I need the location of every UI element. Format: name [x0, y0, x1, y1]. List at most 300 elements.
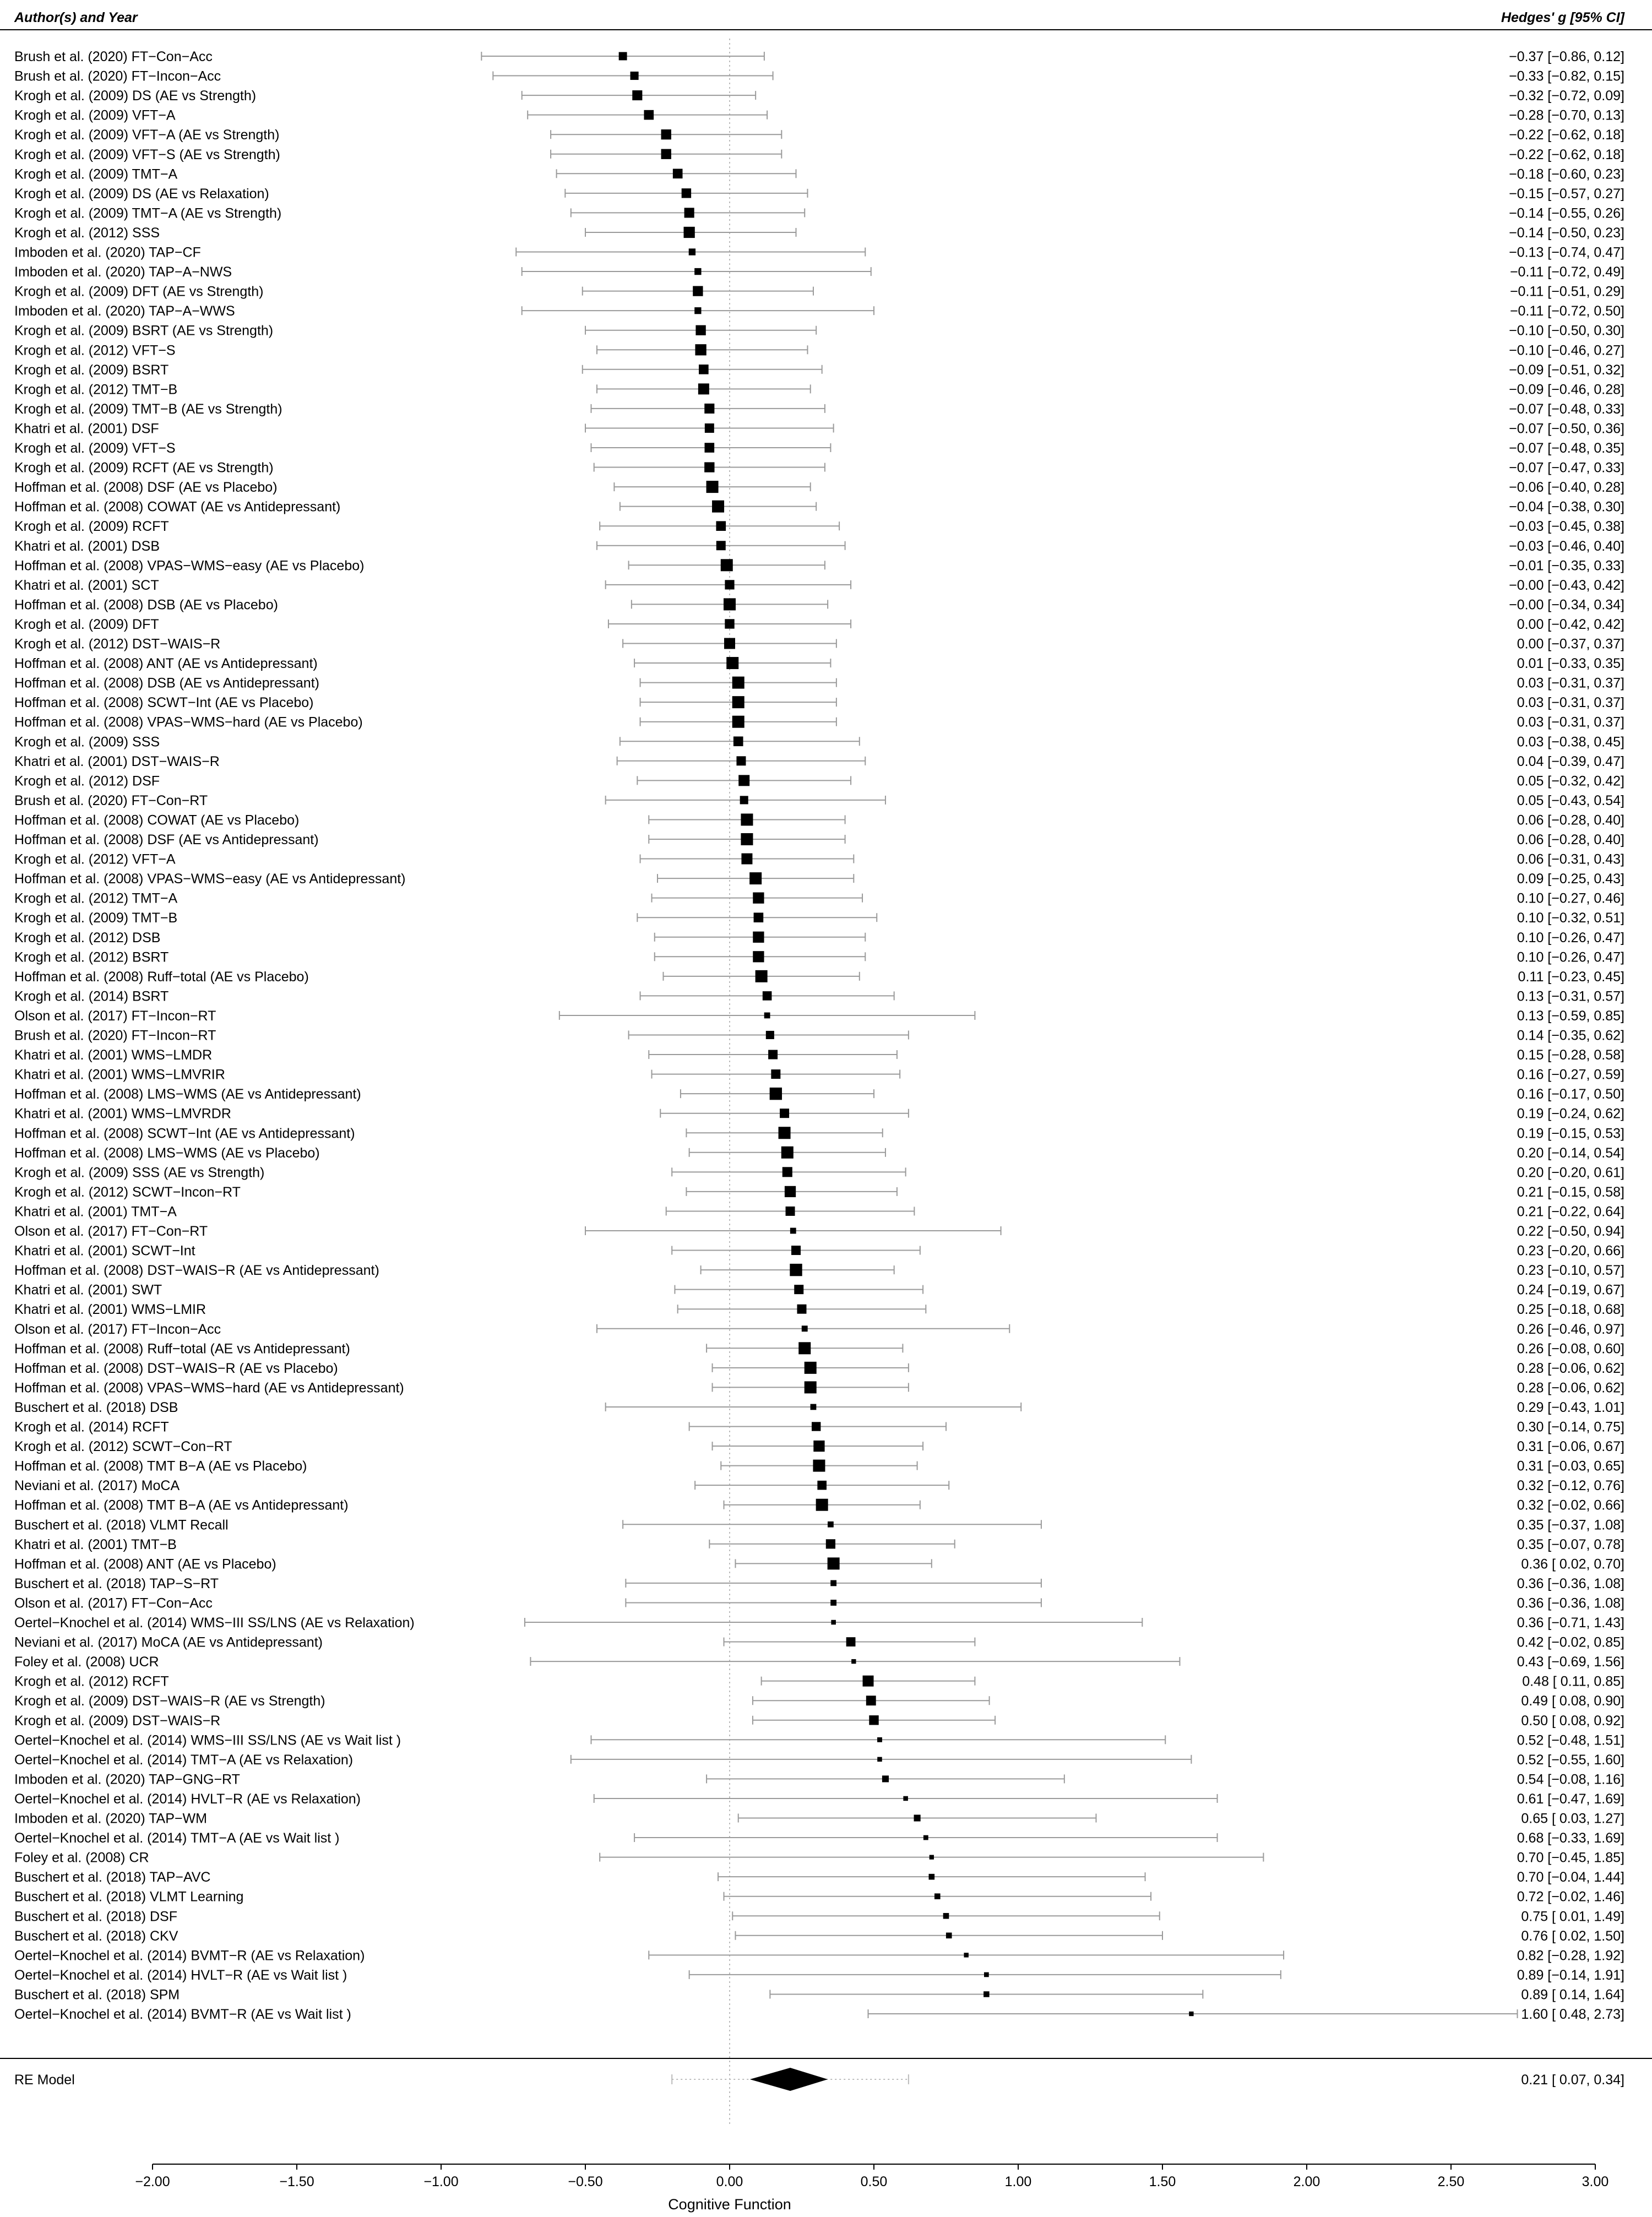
effect-ci-text: −0.10 [−0.50, 0.30]: [1509, 323, 1624, 339]
study-row: [14, 147, 1624, 162]
study-row: [14, 1615, 1624, 1631]
study-label: Imboden et al. (2020) TAP−A−WWS: [14, 303, 235, 319]
study-row: [14, 460, 1624, 476]
study-row: [14, 1595, 1624, 1611]
study-label: Krogh et al. (2009) TMT−B: [14, 910, 178, 926]
study-row: [14, 362, 1624, 378]
study-row: [14, 1811, 1624, 1827]
study-row: [14, 1047, 1624, 1063]
study-label: Oertel−Knochel et al. (2014) TMT−A (AE vs Relaxation): [14, 1752, 354, 1768]
study-row: [14, 205, 1624, 221]
summary-diamond: [750, 2068, 828, 2091]
effect-ci-text: 0.42 [−0.02, 0.85]: [1517, 1634, 1624, 1650]
effect-point: [716, 541, 726, 550]
study-row: [14, 225, 1624, 241]
header-right-label: Hedges' g [95% CI]: [1501, 10, 1624, 25]
study-label: Hoffman et al. (2008) COWAT (AE vs Placebo): [14, 812, 300, 828]
study-row: [14, 88, 1624, 104]
study-row: [14, 1693, 1624, 1709]
study-label: Olson et al. (2017) FT−Con−Acc: [14, 1595, 213, 1611]
study-row: [14, 1968, 1624, 1983]
effect-ci-text: 0.10 [−0.26, 0.47]: [1517, 930, 1624, 946]
effect-point: [877, 1757, 882, 1762]
effect-ci-text: 0.04 [−0.39, 0.47]: [1517, 753, 1624, 769]
study-label: Khatri et al. (2001) WMS−LMDR: [14, 1047, 213, 1063]
effect-point: [705, 443, 715, 453]
effect-ci-text: 0.49 [ 0.08, 0.90]: [1521, 1693, 1624, 1709]
effect-point: [753, 951, 764, 962]
effect-ci-text: −0.14 [−0.55, 0.26]: [1509, 205, 1624, 221]
effect-point: [707, 481, 719, 493]
study-row: [14, 1517, 1624, 1533]
study-row: [14, 1224, 1624, 1239]
effect-ci-text: −0.09 [−0.51, 0.32]: [1509, 362, 1624, 378]
study-label: Buschert et al. (2018) TAP−S−RT: [14, 1575, 219, 1591]
effect-ci-text: 1.60 [ 0.48, 2.73]: [1521, 2007, 1624, 2022]
study-label: Krogh et al. (2009) TMT−B (AE vs Strength): [14, 401, 282, 417]
effect-point: [831, 1620, 836, 1625]
study-label: Krogh et al. (2012) RCFT: [14, 1673, 169, 1689]
effect-ci-text: −0.03 [−0.46, 0.40]: [1509, 538, 1624, 554]
study-row: [14, 676, 1624, 691]
study-row: [14, 617, 1624, 632]
study-row: [14, 773, 1624, 789]
effect-ci-text: 0.28 [−0.06, 0.62]: [1517, 1380, 1624, 1396]
study-row: [14, 343, 1624, 358]
effect-ci-text: −0.13 [−0.74, 0.47]: [1509, 244, 1624, 260]
effect-ci-text: 0.20 [−0.20, 0.61]: [1517, 1165, 1624, 1181]
effect-point: [782, 1167, 792, 1177]
x-tick-label: −1.50: [279, 2174, 314, 2189]
study-row: [14, 1850, 1624, 1866]
effect-point: [753, 893, 764, 904]
effect-ci-text: 0.16 [−0.27, 0.59]: [1517, 1067, 1624, 1083]
effect-point: [813, 1460, 825, 1472]
study-row: [14, 1028, 1624, 1044]
effect-ci-text: −0.01 [−0.35, 0.33]: [1509, 558, 1624, 574]
effect-ci-text: 0.89 [ 0.14, 1.64]: [1521, 1987, 1624, 2003]
study-row: [14, 1556, 1624, 1572]
study-label: Hoffman et al. (2008) Ruff−total (AE vs Placebo): [14, 969, 309, 985]
study-row: [14, 1772, 1624, 1787]
study-row: [14, 1165, 1624, 1180]
effect-point: [725, 580, 734, 589]
effect-ci-text: −0.09 [−0.46, 0.28]: [1509, 382, 1624, 398]
study-label: Brush et al. (2020) FT−Incon−Acc: [14, 68, 221, 84]
study-label: Krogh et al. (2009) RCFT (AE vs Strength): [14, 460, 274, 476]
effect-point: [828, 1522, 834, 1528]
study-row: [14, 910, 1624, 926]
effect-point: [802, 1325, 808, 1332]
effect-ci-text: 0.36 [−0.36, 1.08]: [1517, 1575, 1624, 1591]
effect-point: [781, 1146, 794, 1159]
effect-ci-text: −0.06 [−0.40, 0.28]: [1509, 480, 1624, 496]
effect-point: [694, 307, 701, 314]
x-tick-label: 2.50: [1437, 2174, 1465, 2189]
study-label: Brush et al. (2020) FT−Incon−RT: [14, 1028, 216, 1044]
study-row: [14, 1439, 1624, 1454]
study-row: [14, 1341, 1624, 1356]
effect-point: [738, 775, 749, 786]
effect-ci-text: 0.06 [−0.28, 0.40]: [1517, 832, 1624, 847]
study-row: [14, 49, 1624, 64]
effect-point: [790, 1264, 802, 1276]
study-row: [14, 1400, 1624, 1415]
x-tick-label: −2.00: [135, 2174, 170, 2189]
effect-point: [812, 1422, 820, 1431]
effect-ci-text: −0.07 [−0.50, 0.36]: [1509, 421, 1624, 437]
summary-effect-text: 0.21 [ 0.07, 0.34]: [1521, 2072, 1624, 2088]
effect-ci-text: −0.03 [−0.45, 0.38]: [1509, 519, 1624, 535]
study-row: [14, 1322, 1624, 1337]
study-label: Krogh et al. (2012) BSRT: [14, 949, 169, 965]
effect-point: [786, 1207, 795, 1216]
effect-point: [830, 1580, 836, 1586]
study-label: Oertel−Knochel et al. (2014) HVLT−R (AE vs Relaxation): [14, 1791, 361, 1807]
effect-ci-text: 0.32 [−0.02, 0.66]: [1517, 1497, 1624, 1513]
study-label: Hoffman et al. (2008) LMS−WMS (AE vs Antidepressant): [14, 1086, 361, 1102]
effect-ci-text: 0.22 [−0.50, 0.94]: [1517, 1224, 1624, 1239]
effect-ci-text: −0.07 [−0.48, 0.35]: [1509, 441, 1624, 456]
study-row: [14, 1184, 1624, 1200]
study-row: [14, 1713, 1624, 1729]
effect-ci-text: 0.05 [−0.32, 0.42]: [1517, 773, 1624, 789]
study-label: Buschert et al. (2018) CKV: [14, 1928, 178, 1944]
x-axis-title: Cognitive Function: [668, 2196, 791, 2213]
study-label: Krogh et al. (2014) BSRT: [14, 988, 169, 1004]
x-tick-label: 2.00: [1293, 2174, 1320, 2189]
study-row: [14, 637, 1624, 652]
effect-ci-text: −0.04 [−0.38, 0.30]: [1509, 499, 1624, 515]
effect-point: [682, 188, 691, 198]
effect-point: [695, 344, 706, 355]
study-row: [14, 245, 1624, 260]
effect-point: [695, 325, 705, 335]
study-row: [14, 480, 1624, 495]
study-row: [14, 421, 1624, 436]
effect-ci-text: 0.75 [ 0.01, 1.49]: [1521, 1909, 1624, 1925]
study-label: Buschert et al. (2018) SPM: [14, 1987, 180, 2003]
study-row: [14, 1635, 1624, 1650]
effect-ci-text: 0.31 [−0.06, 0.67]: [1517, 1439, 1624, 1455]
effect-ci-text: 0.09 [−0.25, 0.43]: [1517, 871, 1624, 887]
study-label: Krogh et al. (2012) DSB: [14, 930, 161, 946]
study-label: Krogh et al. (2009) DS (AE vs Relaxation): [14, 186, 269, 202]
effect-point: [780, 1108, 789, 1118]
effect-point: [712, 501, 724, 513]
effect-ci-text: 0.16 [−0.17, 0.50]: [1517, 1086, 1624, 1102]
study-label: Krogh et al. (2012) DST−WAIS−R: [14, 636, 221, 652]
effect-point: [946, 1932, 952, 1938]
study-label: Krogh et al. (2012) SSS: [14, 225, 160, 241]
study-row: [14, 988, 1624, 1004]
study-label: Buschert et al. (2018) TAP−AVC: [14, 1870, 211, 1885]
effect-ci-text: 0.26 [−0.08, 0.60]: [1517, 1341, 1624, 1357]
study-label: Krogh et al. (2009) VFT−A: [14, 107, 176, 123]
effect-point: [794, 1285, 803, 1294]
study-label: Khatri et al. (2001) SWT: [14, 1282, 162, 1298]
effect-ci-text: 0.15 [−0.28, 0.58]: [1517, 1047, 1624, 1063]
effect-ci-text: 0.29 [−0.43, 1.01]: [1517, 1399, 1624, 1415]
study-label: Hoffman et al. (2008) DSB (AE vs Antidepressant): [14, 675, 319, 691]
study-row: [14, 519, 1624, 534]
study-label: Buschert et al. (2018) VLMT Recall: [14, 1517, 229, 1533]
effect-point: [984, 1973, 989, 1977]
study-label: Khatri et al. (2001) WMS−LMVRDR: [14, 1106, 231, 1122]
study-label: Krogh et al. (2009) BSRT (AE vs Strength): [14, 323, 274, 339]
effect-point: [732, 696, 745, 708]
effect-point: [779, 1127, 791, 1139]
effect-point: [754, 912, 764, 922]
study-label: Krogh et al. (2012) VFT−S: [14, 343, 176, 358]
header-left-label: Author(s) and Year: [14, 10, 138, 25]
effect-ci-text: 0.24 [−0.19, 0.67]: [1517, 1282, 1624, 1298]
study-label: Olson et al. (2017) FT−Incon−RT: [14, 1008, 216, 1024]
study-row: [14, 1478, 1624, 1493]
effect-point: [673, 169, 683, 178]
study-label: Hoffman et al. (2008) TMT B−A (AE vs Placebo): [14, 1458, 307, 1474]
effect-point: [791, 1246, 801, 1255]
effect-ci-text: 0.03 [−0.31, 0.37]: [1517, 675, 1624, 691]
effect-ci-text: 0.35 [−0.37, 1.08]: [1517, 1517, 1624, 1533]
effect-ci-text: 0.72 [−0.02, 1.46]: [1517, 1889, 1624, 1905]
effect-ci-text: 0.05 [−0.43, 0.54]: [1517, 792, 1624, 808]
effect-ci-text: 0.13 [−0.59, 0.85]: [1517, 1008, 1624, 1024]
effect-point: [698, 383, 709, 394]
effect-point: [830, 1600, 836, 1606]
study-label: Hoffman et al. (2008) DSF (AE vs Antidepressant): [14, 832, 319, 847]
summary-row: [14, 2068, 1624, 2091]
effect-ci-text: −0.14 [−0.50, 0.23]: [1509, 225, 1624, 241]
effect-ci-text: 0.19 [−0.24, 0.62]: [1517, 1106, 1624, 1122]
effect-point: [930, 1855, 934, 1859]
effect-ci-text: 0.00 [−0.37, 0.37]: [1517, 636, 1624, 652]
study-row: [14, 969, 1624, 985]
effect-point: [903, 1796, 908, 1801]
effect-ci-text: 0.06 [−0.31, 0.43]: [1517, 851, 1624, 867]
study-label: Krogh et al. (2012) VFT−A: [14, 851, 176, 867]
effect-ci-text: 0.52 [−0.55, 1.60]: [1517, 1752, 1624, 1768]
effect-point: [749, 872, 762, 884]
effect-point: [661, 129, 671, 139]
study-label: Khatri et al. (2001) TMT−B: [14, 1536, 177, 1552]
study-label: Oertel−Knochel et al. (2014) BVMT−R (AE vs Relaxation): [14, 1948, 365, 1964]
effect-point: [934, 1893, 941, 1899]
effect-ci-text: −0.00 [−0.34, 0.34]: [1509, 597, 1624, 613]
effect-point: [828, 1557, 840, 1569]
effect-point: [846, 1637, 856, 1647]
effect-point: [869, 1715, 878, 1725]
effect-point: [964, 1953, 968, 1957]
effect-ci-text: 0.65 [ 0.03, 1.27]: [1521, 1811, 1624, 1827]
study-row: [14, 1126, 1624, 1141]
study-label: Olson et al. (2017) FT−Con−RT: [14, 1224, 208, 1239]
effect-point: [693, 286, 703, 296]
study-row: [14, 1791, 1624, 1807]
effect-ci-text: 0.26 [−0.46, 0.97]: [1517, 1321, 1624, 1337]
effect-ci-text: −0.11 [−0.51, 0.29]: [1509, 284, 1624, 300]
study-row: [14, 127, 1624, 143]
study-row: [14, 108, 1624, 123]
effect-ci-text: 0.31 [−0.03, 0.65]: [1517, 1458, 1624, 1474]
study-label: Hoffman et al. (2008) DSF (AE vs Placebo): [14, 480, 278, 496]
study-row: [14, 1732, 1624, 1748]
effect-ci-text: −0.18 [−0.60, 0.23]: [1509, 166, 1624, 182]
effect-point: [705, 423, 714, 433]
effect-point: [644, 110, 654, 120]
study-row: [14, 930, 1624, 946]
effect-point: [689, 248, 695, 255]
effect-point: [684, 208, 694, 218]
effect-ci-text: −0.32 [−0.72, 0.09]: [1509, 88, 1624, 104]
effect-point: [863, 1676, 874, 1687]
study-label: Khatri et al. (2001) SCT: [14, 577, 159, 593]
study-row: [14, 1870, 1624, 1885]
effect-ci-text: 0.36 [ 0.02, 0.70]: [1521, 1556, 1624, 1572]
study-row: [14, 949, 1624, 965]
effect-ci-text: −0.33 [−0.82, 0.15]: [1509, 68, 1624, 84]
effect-ci-text: −0.37 [−0.86, 0.12]: [1509, 49, 1624, 64]
effect-point: [805, 1381, 817, 1393]
study-label: Khatri et al. (2001) WMS−LMIR: [14, 1302, 206, 1318]
effect-ci-text: 0.03 [−0.31, 0.37]: [1517, 714, 1624, 730]
study-label: Foley et al. (2008) CR: [14, 1850, 149, 1866]
study-row: [14, 1752, 1624, 1768]
effect-ci-text: −0.22 [−0.62, 0.18]: [1509, 127, 1624, 143]
study-row: [14, 303, 1624, 319]
effect-ci-text: 0.21 [−0.22, 0.64]: [1517, 1204, 1624, 1220]
study-label: Hoffman et al. (2008) VPAS−WMS−easy (AE vs Antidepressant): [14, 871, 406, 887]
effect-ci-text: 0.68 [−0.33, 1.69]: [1517, 1830, 1624, 1846]
study-label: Krogh et al. (2009) BSRT: [14, 362, 169, 378]
study-label: Imboden et al. (2020) TAP−A−NWS: [14, 264, 232, 280]
study-label: Hoffman et al. (2008) ANT (AE vs Antidepressant): [14, 656, 318, 672]
effect-point: [732, 716, 745, 728]
study-label: Khatri et al. (2001) DSF: [14, 421, 159, 437]
study-label: Buschert et al. (2018) DSB: [14, 1399, 178, 1415]
study-row: [14, 539, 1624, 554]
study-row: [14, 166, 1624, 182]
study-label: Krogh et al. (2009) SSS: [14, 734, 160, 750]
study-label: Krogh et al. (2009) RCFT: [14, 519, 169, 535]
effect-ci-text: 0.06 [−0.28, 0.40]: [1517, 812, 1624, 828]
effect-point: [724, 638, 735, 649]
effect-ci-text: 0.36 [−0.71, 1.43]: [1517, 1615, 1624, 1631]
effect-ci-text: 0.10 [−0.26, 0.47]: [1517, 949, 1624, 965]
effect-ci-text: 0.70 [−0.04, 1.44]: [1517, 1870, 1624, 1885]
effect-point: [943, 1913, 949, 1919]
effect-point: [756, 970, 768, 982]
study-row: [14, 1654, 1624, 1670]
effect-ci-text: 0.35 [−0.07, 0.78]: [1517, 1536, 1624, 1552]
study-row: [14, 499, 1624, 515]
study-row: [14, 1987, 1624, 2002]
study-label: Khatri et al. (2001) TMT−A: [14, 1204, 177, 1220]
effect-point: [741, 833, 753, 845]
effect-ci-text: −0.07 [−0.47, 0.33]: [1509, 460, 1624, 476]
study-label: Hoffman et al. (2008) VPAS−WMS−easy (AE vs Placebo): [14, 558, 365, 574]
study-label: Krogh et al. (2009) DST−WAIS−R: [14, 1713, 221, 1729]
study-row: [14, 401, 1624, 417]
effect-ci-text: 0.21 [−0.15, 0.58]: [1517, 1184, 1624, 1200]
study-label: Krogh et al. (2014) RCFT: [14, 1419, 169, 1435]
study-label: Krogh et al. (2009) DST−WAIS−R (AE vs Strength): [14, 1693, 325, 1709]
effect-ci-text: 0.76 [ 0.02, 1.50]: [1521, 1928, 1624, 1944]
effect-point: [699, 365, 709, 374]
study-row: [14, 1830, 1624, 1846]
effect-ci-text: 0.61 [−0.47, 1.69]: [1517, 1791, 1624, 1807]
effect-ci-text: 0.14 [−0.35, 0.62]: [1517, 1028, 1624, 1044]
study-label: Oertel−Knochel et al. (2014) TMT−A (AE vs Wait list ): [14, 1830, 340, 1846]
x-tick-label: 1.50: [1149, 2174, 1176, 2189]
effect-point: [797, 1305, 807, 1314]
study-row: [14, 323, 1624, 339]
study-row: [14, 1302, 1624, 1317]
study-row: [14, 734, 1624, 749]
study-row: [14, 695, 1624, 710]
effect-point: [770, 1088, 782, 1100]
study-label: Hoffman et al. (2008) TMT B−A (AE vs Antidepressant): [14, 1497, 349, 1513]
study-label: Krogh et al. (2009) DFT: [14, 616, 159, 632]
study-row: [14, 832, 1624, 847]
effect-point: [877, 1737, 882, 1742]
effect-ci-text: 0.36 [−0.36, 1.08]: [1517, 1595, 1624, 1611]
effect-point: [716, 521, 726, 531]
effect-point: [866, 1696, 876, 1705]
study-row: [14, 1008, 1624, 1024]
effect-ci-text: −0.22 [−0.62, 0.18]: [1509, 146, 1624, 162]
study-row: [14, 715, 1624, 730]
study-label: Krogh et al. (2009) DFT (AE vs Strength): [14, 284, 264, 300]
effect-ci-text: −0.11 [−0.72, 0.50]: [1509, 303, 1624, 319]
effect-point: [725, 619, 734, 628]
study-label: Hoffman et al. (2008) SCWT−Int (AE vs Antidepressant): [14, 1126, 355, 1142]
effect-ci-text: −0.11 [−0.72, 0.49]: [1509, 264, 1624, 280]
effect-ci-text: 0.48 [ 0.11, 0.85]: [1522, 1673, 1624, 1689]
study-row: [14, 558, 1624, 573]
study-row: [14, 812, 1624, 828]
study-label: Hoffman et al. (2008) Ruff−total (AE vs Antidepressant): [14, 1341, 350, 1357]
effect-ci-text: 0.50 [ 0.08, 0.92]: [1521, 1713, 1624, 1729]
study-label: Hoffman et al. (2008) ANT (AE vs Placebo): [14, 1556, 276, 1572]
effect-point: [683, 227, 694, 238]
effect-point: [785, 1186, 796, 1197]
effect-ci-text: 0.23 [−0.20, 0.66]: [1517, 1243, 1624, 1259]
effect-ci-text: 0.00 [−0.42, 0.42]: [1517, 616, 1624, 632]
effect-ci-text: 0.89 [−0.14, 1.91]: [1517, 1967, 1624, 1983]
study-label: Hoffman et al. (2008) VPAS−WMS−hard (AE vs Placebo): [14, 714, 363, 730]
effect-point: [732, 677, 745, 689]
x-tick-label: 0.00: [716, 2174, 743, 2189]
effect-point: [619, 52, 627, 61]
study-label: Brush et al. (2020) FT−Con−Acc: [14, 49, 213, 64]
effect-point: [764, 1013, 770, 1019]
effect-point: [661, 149, 671, 159]
effect-point: [768, 1050, 778, 1059]
study-row: [14, 441, 1624, 456]
study-label: Krogh et al. (2009) VFT−A (AE vs Strength): [14, 127, 280, 143]
effect-ci-text: 0.28 [−0.06, 0.62]: [1517, 1360, 1624, 1376]
study-row: [14, 1243, 1624, 1259]
study-label: Brush et al. (2020) FT−Con−RT: [14, 792, 208, 808]
effect-point: [813, 1441, 824, 1452]
effect-point: [741, 854, 752, 865]
study-row: [14, 1086, 1624, 1102]
x-tick-label: 1.00: [1004, 2174, 1032, 2189]
study-row: [14, 1145, 1624, 1161]
study-row: [14, 1380, 1624, 1395]
x-tick-label: 3.00: [1582, 2174, 1609, 2189]
